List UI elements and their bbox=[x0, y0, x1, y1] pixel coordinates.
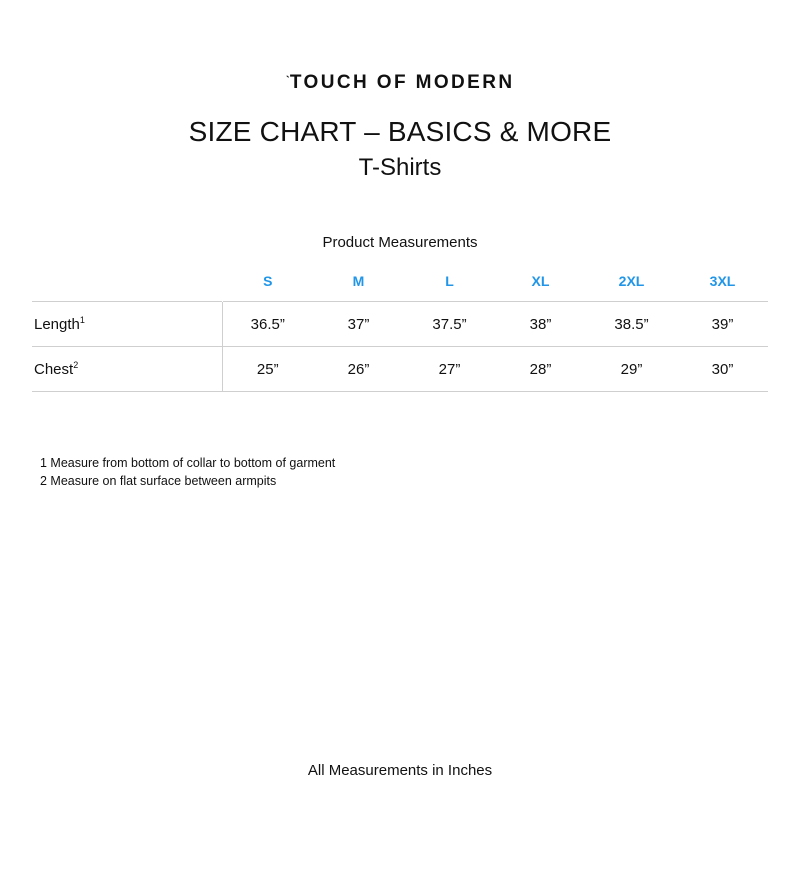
row-label-chest-text: Chest bbox=[34, 361, 74, 378]
cell-length-l: 37.5” bbox=[432, 315, 467, 333]
cell-length-3xl: 39” bbox=[711, 315, 734, 333]
column-header-2xl: 2XL bbox=[618, 273, 645, 289]
column-header-m: M bbox=[352, 273, 365, 289]
row-label-length-footnote-marker: 1 bbox=[79, 315, 85, 325]
table-header-row bbox=[32, 273, 768, 302]
cell-chest-2xl: 29” bbox=[620, 360, 643, 378]
section-label-product-measurements: Product Measurements bbox=[322, 234, 478, 251]
footnote-1: 1 Measure from bottom of collar to bottom of garment bbox=[40, 456, 336, 470]
column-header-l: L bbox=[445, 273, 454, 289]
cell-length-m: 37” bbox=[347, 315, 370, 333]
table-corner-cell bbox=[32, 273, 222, 302]
column-header-s: S bbox=[263, 273, 273, 289]
cell-length-s: 36.5” bbox=[250, 315, 285, 333]
cell-chest-xl: 28” bbox=[529, 360, 552, 378]
page-title: SIZE CHART – BASICS & MORE bbox=[188, 116, 612, 147]
column-header-xl: XL bbox=[531, 273, 550, 289]
cell-length-xl: 38” bbox=[529, 315, 552, 333]
table-row bbox=[32, 347, 768, 392]
cell-chest-3xl: 30” bbox=[711, 360, 734, 378]
cell-length-2xl: 38.5” bbox=[614, 315, 649, 333]
brand-name: TOUCH OF MODERN bbox=[289, 72, 515, 93]
column-header-3xl: 3XL bbox=[709, 273, 736, 289]
brand-tick-mark: ˋ bbox=[285, 73, 290, 88]
footnote-2: 2 Measure on flat surface between armpits bbox=[40, 474, 277, 489]
table-row bbox=[32, 302, 768, 347]
cell-chest-m: 26” bbox=[347, 360, 370, 378]
footnotes bbox=[40, 454, 800, 490]
cell-chest-l: 27” bbox=[438, 360, 461, 378]
size-table-header bbox=[32, 273, 768, 302]
row-label-chest bbox=[32, 347, 222, 392]
size-chart-page bbox=[0, 72, 800, 872]
page-subtitle: T-Shirts bbox=[358, 154, 442, 181]
row-label-length bbox=[32, 302, 222, 347]
footer-measurement-units: All Measurements in Inches bbox=[307, 762, 493, 779]
brand-logo bbox=[0, 72, 800, 94]
size-table-body bbox=[32, 302, 768, 392]
size-table-container bbox=[32, 273, 768, 392]
row-label-length-text: Length bbox=[34, 316, 80, 333]
cell-chest-s: 25” bbox=[256, 360, 279, 378]
row-label-chest-footnote-marker: 2 bbox=[73, 360, 79, 370]
size-table bbox=[32, 273, 768, 392]
